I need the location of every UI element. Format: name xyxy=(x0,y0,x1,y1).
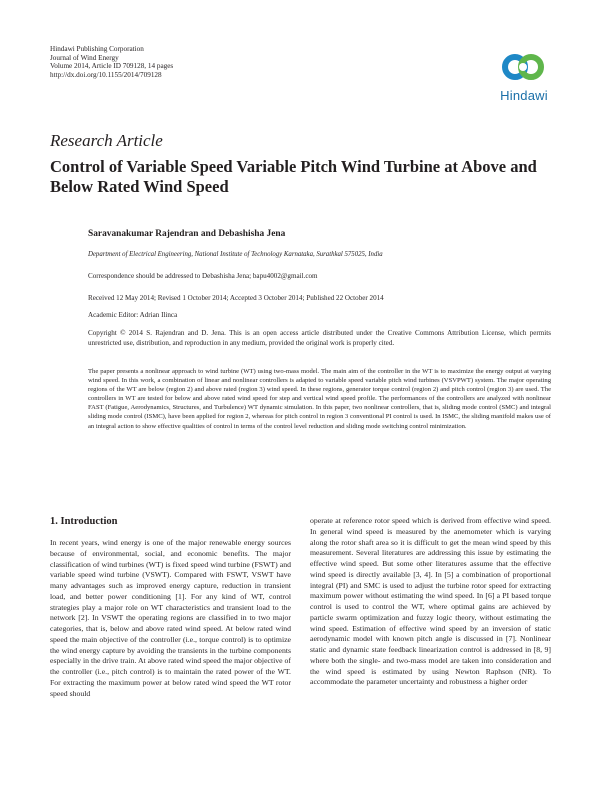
authors: Saravanakumar Rajendran and Debashisha Jena xyxy=(88,229,286,239)
hindawi-logo-text: Hindawi xyxy=(500,88,548,103)
correspondence: Correspondence should be addressed to Debashisha Jena; bapu4002@gmail.com xyxy=(88,272,318,280)
body-column-left xyxy=(50,538,291,699)
journal-header xyxy=(50,45,173,79)
academic-editor: Academic Editor: Adrian Ilinca xyxy=(88,311,178,319)
volume-info: Volume 2014, Article ID 709128, 14 pages xyxy=(50,62,174,71)
journal-name: Journal of Wind Energy xyxy=(50,53,119,62)
section-heading: 1. Introduction xyxy=(50,516,118,527)
publisher-name: Hindawi Publishing Corporation xyxy=(50,45,144,53)
body-paragraph: In recent years, wind energy is one of the major renewable energy sources because of environmental, social, and economic benefits. The major classification of wind turbines (WT) is fixed speed wind turbine (FSWT) and variable speed wind turbine (VSWT). Compared with FSWT, VSWT have many advantages such as improved energy capture, reduction in transient load, and better power conditioning [1]. For any kind of WT, control strategies play a major role on WT characteristics and transient load to the network [2]. In VSWT the operating regions are classified in to two major categories, that is, below and above rated wind speed. At below rated wind speed the main objective of the controller (i.e., torque control) is to optimize the wind energy capture by avoiding the transients in the turbine components especially in the drive train. At above rated wind speed the major objective of the controller (i.e., pitch control) is to maintain the rated power of the WT. For extracting the maximum power at below rated wind speed the WT rotor speed should xyxy=(50,538,291,698)
article-type: Research Article xyxy=(50,131,163,150)
abstract: The paper presents a nonlinear approach to wind turbine (WT) using two-mass model. The main aim of the controller in the WT is to maximize the energy output at varying wind speed. In this work, a combination of linear and nonlinear controllers is adapted to variable speed variable pitch wind turbines (VSVPWT) system. The major operating regions of the WT are below (region 2) and above rated (region 3) wind speed. In these regions, generator torque control (region 2) and pitch control (region 3) are used. The controllers in WT are tested for below and above rated wind speed for step and vertical wind speed profile. The performances of the controllers are analyzed with nonlinear FAST (Fatigue, Aerodynamics, Structures, and Turbulence) WT dynamic simulation. In this paper, two nonlinear controllers, that is, sliding mode control (SMC) and integral sliding mode control (ISMC), have been applied for region 2, whereas for pitch control in region 3 conventional PI control is used. In ISMC, the sliding manifold makes use of an integral action to show effective qualities of control in terms of the control level reduction and sliding mode switching control minimization. xyxy=(88,368,551,430)
publication-dates: Received 12 May 2014; Revised 1 October 2014; Accepted 3 October 2014; Published 22 October 2014 xyxy=(88,294,384,302)
body-paragraph: operate at reference rotor speed which is derived from effective wind speed. In general wind speed is measured by the anemometer which is varying along the rotor shaft area so it is difficult to get the mean wind speed by this measurement. Several literatures are addressing this issue by estimating the effective wind speed. But some other literatures assume that the effective wind speed is directly available [3, 4]. In [5] a combination of proportional integral (PI) and SMC is used to adjust the turbine rotor speed for extracting maximum power without estimating the wind speed. In [6] a PI based torque control is used to control the WT, where optimal gains are achieved by particle swarm optimization and fuzzy logic theory, without estimating the wind speed. Estimation of effective wind speed by an inversion of static aerodynamic model with known pitch angle is discussed in [7]. Nonlinear static and dynamic state feedback linearization control is addressed in [8, 9] where both the single- and two-mass model are taken into consideration and the wind speed is estimated by using Newton Raphson (NR). To accommodate the parameter uncertainty and robustness a higher order xyxy=(310,516,551,687)
copyright-notice: Copyright © 2014 S. Rajendran and D. Jena. This is an open access article distributed under the Creative Commons Attribution License, which permits unrestricted use, distribution, and reproduction in any medium, provided the original work is properly cited. xyxy=(88,329,551,347)
affiliation: Department of Electrical Engineering, National Institute of Technology Karnataka, Surathkal 575025, India xyxy=(88,251,383,258)
doi-link[interactable]: http://dx.doi.org/10.1155/2014/709128 xyxy=(50,70,162,79)
body-column-right xyxy=(310,516,551,688)
paper-title: Control of Variable Speed Variable Pitch Wind Turbine at Above and Below Rated Wind Speed xyxy=(50,157,537,196)
